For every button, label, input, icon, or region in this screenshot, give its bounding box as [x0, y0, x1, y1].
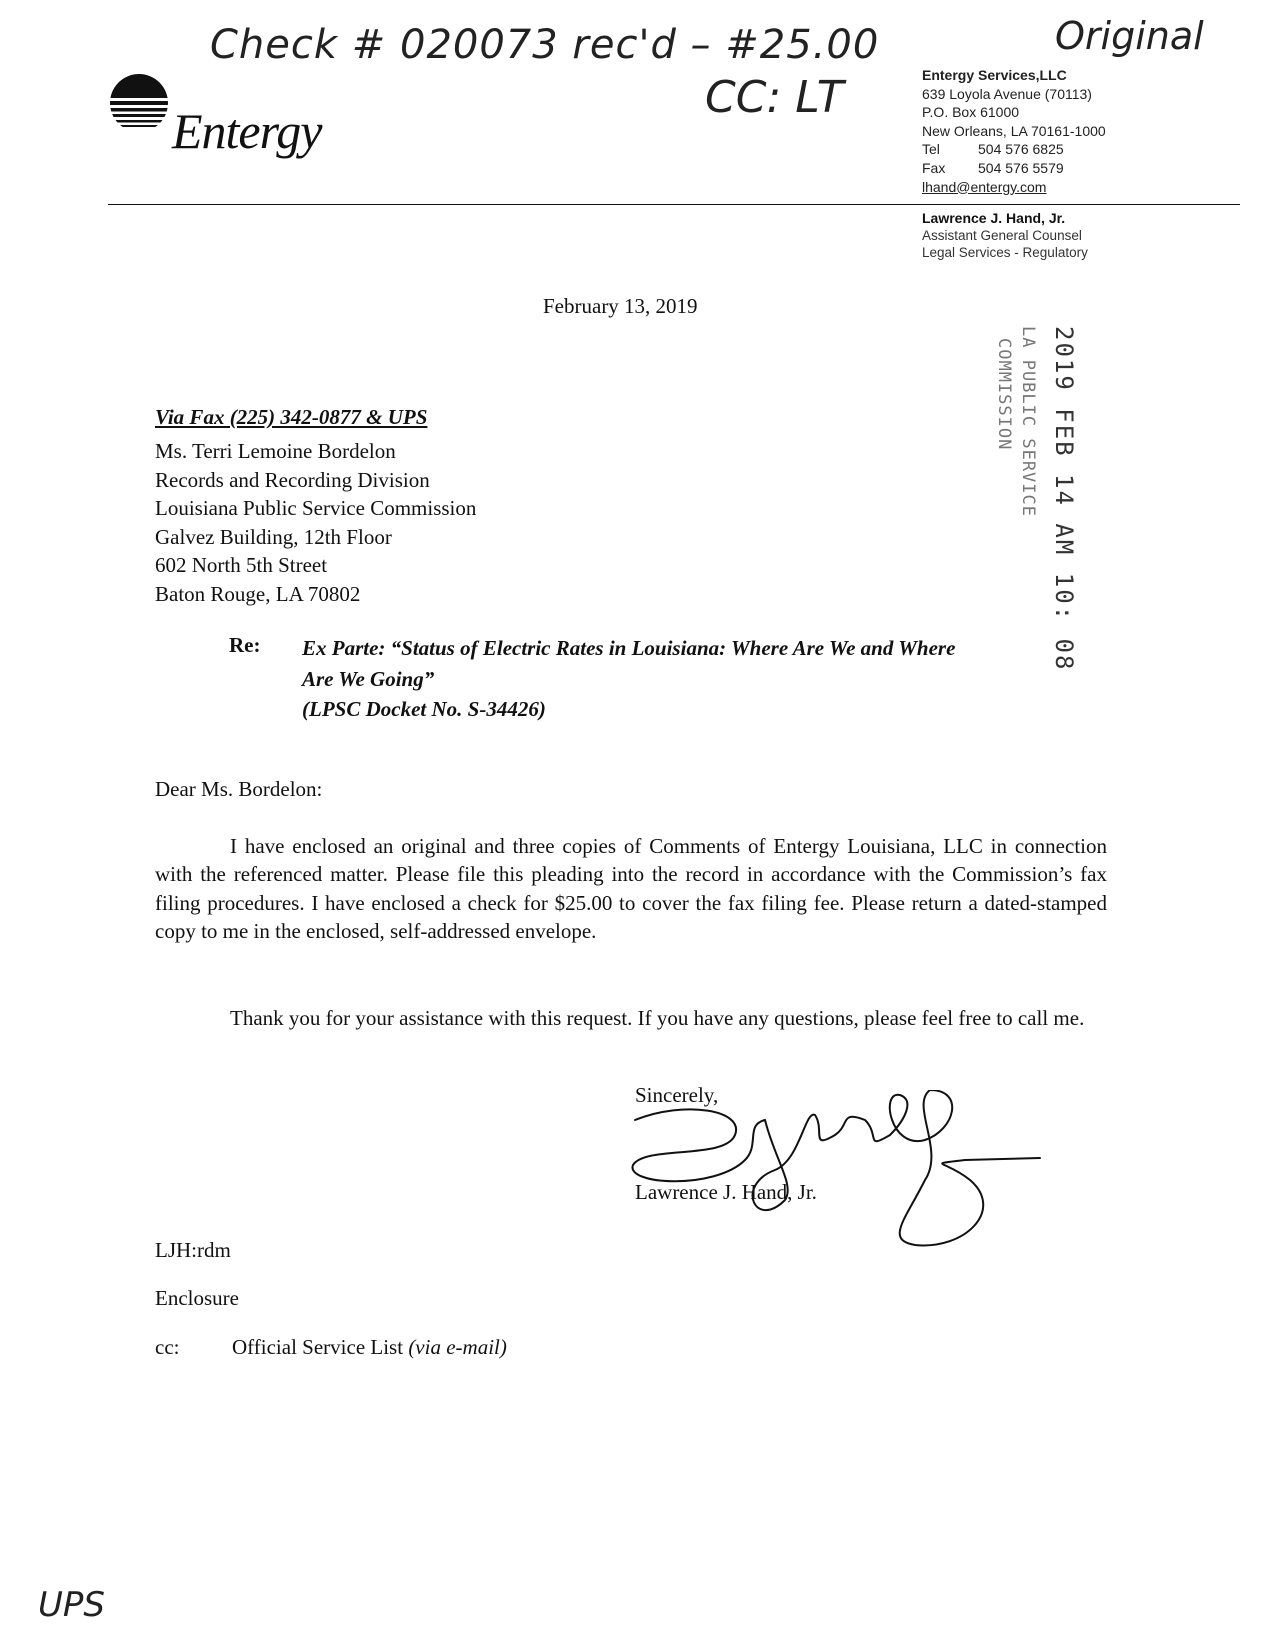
- handwritten-ups-note: UPS: [38, 1585, 105, 1625]
- closing-name: Lawrence J. Hand, Jr.: [635, 1180, 817, 1204]
- closing-sincerely: Sincerely,: [635, 1083, 719, 1107]
- recipient-address: [155, 437, 476, 608]
- handwritten-check-note: Check # 020073 rec'd – #25.00: [210, 22, 880, 68]
- author-block: [922, 210, 1088, 261]
- typist-initials: LJH:rdm: [155, 1238, 231, 1262]
- handwritten-original-note: Original: [1055, 14, 1204, 58]
- recipient-city: Baton Rouge, LA 70802: [155, 581, 361, 606]
- sender-fax-label: Fax: [922, 159, 946, 176]
- body-paragraph-2: [155, 1004, 1107, 1032]
- sender-city: New Orleans, LA 70161-1000: [922, 122, 1106, 139]
- author-title: Assistant General Counsel: [922, 228, 1082, 243]
- body-paragraph-1: [155, 832, 1107, 946]
- author-dept: Legal Services - Regulatory: [922, 245, 1088, 260]
- entergy-logo-text: Entergy: [172, 103, 322, 159]
- cc-label: cc:: [155, 1335, 180, 1359]
- stamp-datetime: 2019 FEB 14 AM 10: 08: [1050, 326, 1078, 672]
- sender-street: 639 Loyola Avenue (70113): [922, 85, 1092, 102]
- sender-fax: 504 576 5579: [978, 159, 1064, 176]
- entergy-sun-icon: [108, 72, 170, 134]
- re-docket: (LPSC Docket No. S-34426): [302, 697, 546, 721]
- author-name: Lawrence J. Hand, Jr.: [922, 210, 1066, 226]
- sender-address-block: [922, 66, 1106, 196]
- sender-tel-label: Tel: [922, 141, 940, 158]
- recipient-street: 602 North 5th Street: [155, 553, 328, 577]
- handwritten-signature: [625, 1090, 1045, 1250]
- re-label: Re:: [229, 633, 261, 657]
- cc-text: Official Service List: [232, 1335, 409, 1359]
- re-line2: Are We Going”: [302, 666, 435, 691]
- sender-tel: 504 576 6825: [978, 141, 1064, 158]
- sender-email-link[interactable]: lhand@entergy.com: [922, 178, 1047, 195]
- recipient-org: Louisiana Public Service Commission: [155, 496, 477, 520]
- cc-via: (via e-mail): [408, 1335, 507, 1359]
- stamp-line2: LA PUBLIC SERVICE: [1018, 326, 1038, 517]
- recipient-division: Records and Recording Division: [155, 467, 430, 492]
- sender-company: Entergy Services,LLC: [922, 67, 1067, 83]
- recipient-building: Galvez Building, 12th Floor: [155, 524, 392, 549]
- enclosure-note: Enclosure: [155, 1286, 239, 1310]
- body-paragraph-2-text: Thank you for your assistance with this request. If you have any questions, please feel free to call me.: [230, 1006, 1085, 1030]
- letter-date: February 13, 2019: [543, 294, 698, 318]
- recipient-name: Ms. Terri Lemoine Bordelon: [155, 439, 396, 463]
- salutation: Dear Ms. Bordelon:: [155, 777, 323, 801]
- body-paragraph-1-text: I have enclosed an original and three copies of Comments of Entergy Louisiana, LLC in connection with the referenced matter. Please file this pleading into the record in accordance with the Commission’s fax filing procedures. I have enclosed a check for $25.00 to cover the fax filing fee. Please return a dated-stamped copy to me in the enclosed, self-addressed envelope.: [155, 834, 1107, 944]
- received-stamp: [968, 326, 1084, 672]
- sender-po-box: P.O. Box 61000: [922, 104, 1020, 121]
- stamp-line3: COMMISSION: [994, 338, 1014, 451]
- header-divider: [108, 204, 1240, 205]
- cc-recipients: [232, 1335, 507, 1360]
- delivery-method: Via Fax (225) 342-0877 & UPS: [155, 405, 428, 429]
- re-line1: Ex Parte: “Status of Electric Rates in Louisiana: Where Are We and Where: [302, 636, 956, 660]
- handwritten-cc-note: CC: LT: [705, 72, 844, 123]
- re-subject: [302, 633, 1092, 725]
